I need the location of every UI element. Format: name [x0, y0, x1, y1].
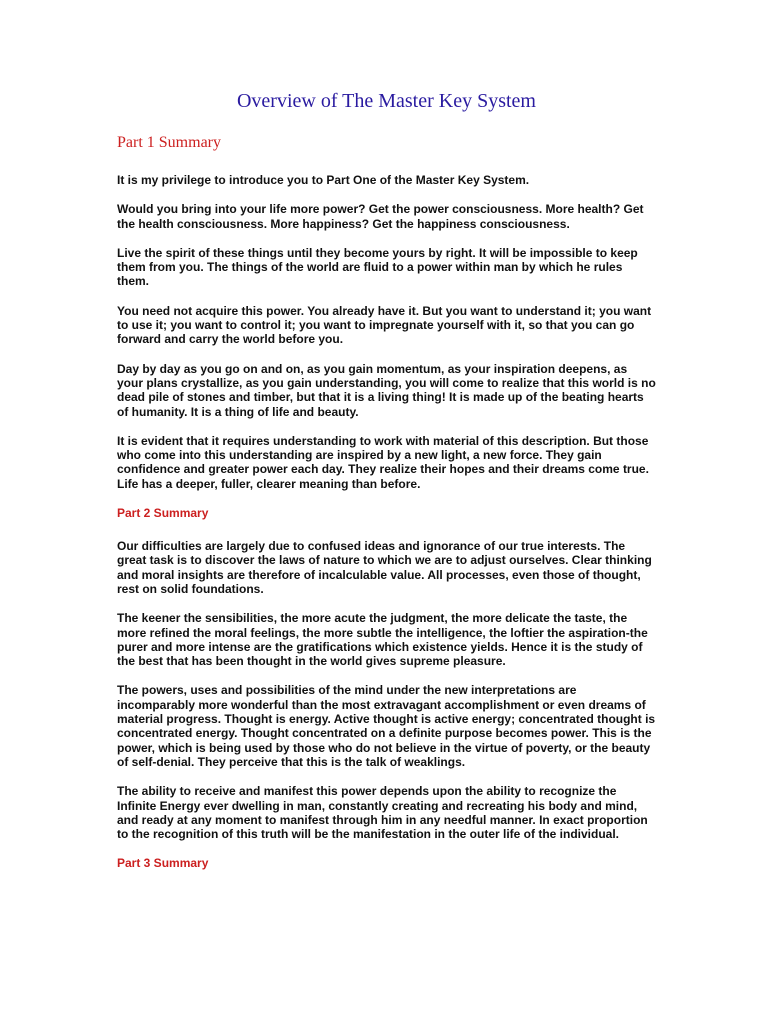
paragraph: You need not acquire this power. You already have it. But you want to understand it; you want to use it; you want to control it; you want to impregnate yourself with it, so that you can go forward and carry the world before you. — [117, 303, 652, 347]
part-1-heading: Part 1 Summary — [117, 134, 221, 151]
paragraph: The powers, uses and possibilities of the mind under the new interpretations are incomparably more wonderful than the most extravagant accomplishment or even dreams of material progress. Thought is energy. Active thought is active energy; concentrated thought is concentrated energy. Thought concentrated on a definite purpose becomes power. This is the power, which is being used by those who do not believe in the virtue of poverty, or the beauty of self-denial. They perceive that this is the talk of weaklings. — [117, 683, 656, 769]
paragraph: It is evident that it requires understanding to work with material of this description. But those who come into this understanding are inspired by a new light, a new force. They gain confidence and greater power each day. They realize their hopes and their dreams come true. Life has a deeper, fuller, clearer meaning than before. — [117, 433, 649, 491]
part-2-heading: Part 2 Summary — [117, 506, 209, 521]
paragraph: The ability to receive and manifest this power depends upon the ability to recognize the Infinite Energy ever dwelling in man, constantly creating and recreating his body and mind, and ready at any moment to manifest through him in any needful manner. In exact proportion to the recognition of this truth will be the manifestation in the outer life of the individual. — [117, 784, 648, 842]
paragraph: The keener the sensibilities, the more acute the judgment, the more delicate the taste, the more refined the moral feelings, the more subtle the intelligence, the loftier the aspiration-the purer and more intense are the gratifications which existence yields. Hence it is the study of the best that has been thought in the world gives supreme pleasure. — [117, 611, 648, 669]
paragraph: Day by day as you go on and on, as you gain momentum, as your inspiration deepens, as your plans crystallize, as you gain understanding, you will come to realize that this world is no dead pile of stones and timber, but that it is a living thing! It is made up of the beating hearts of humanity. It is a thing of life and beauty. — [117, 361, 656, 419]
page-title: Overview of The Master Key System — [236, 90, 536, 112]
part-3-heading: Part 3 Summary — [117, 856, 209, 871]
paragraph: Our difficulties are largely due to confused ideas and ignorance of our true interests. The great task is to discover the laws of nature to which we are to adjust ourselves. Clear thinking and moral insights are therefore of incalculable value. All processes, even those of thought, rest on solid foundations. — [117, 539, 652, 596]
paragraph: Would you bring into your life more power? Get the power consciousness. More health? Get the health consciousness. More happiness? Get the happiness consciousness. — [117, 202, 644, 231]
paragraph: It is my privilege to introduce you to Part One of the Master Key System. — [117, 173, 530, 187]
paragraph: Live the spirit of these things until they become yours by right. It will be impossible to keep them from you. The things of the world are fluid to a power within man by which he rules them. — [117, 245, 638, 289]
